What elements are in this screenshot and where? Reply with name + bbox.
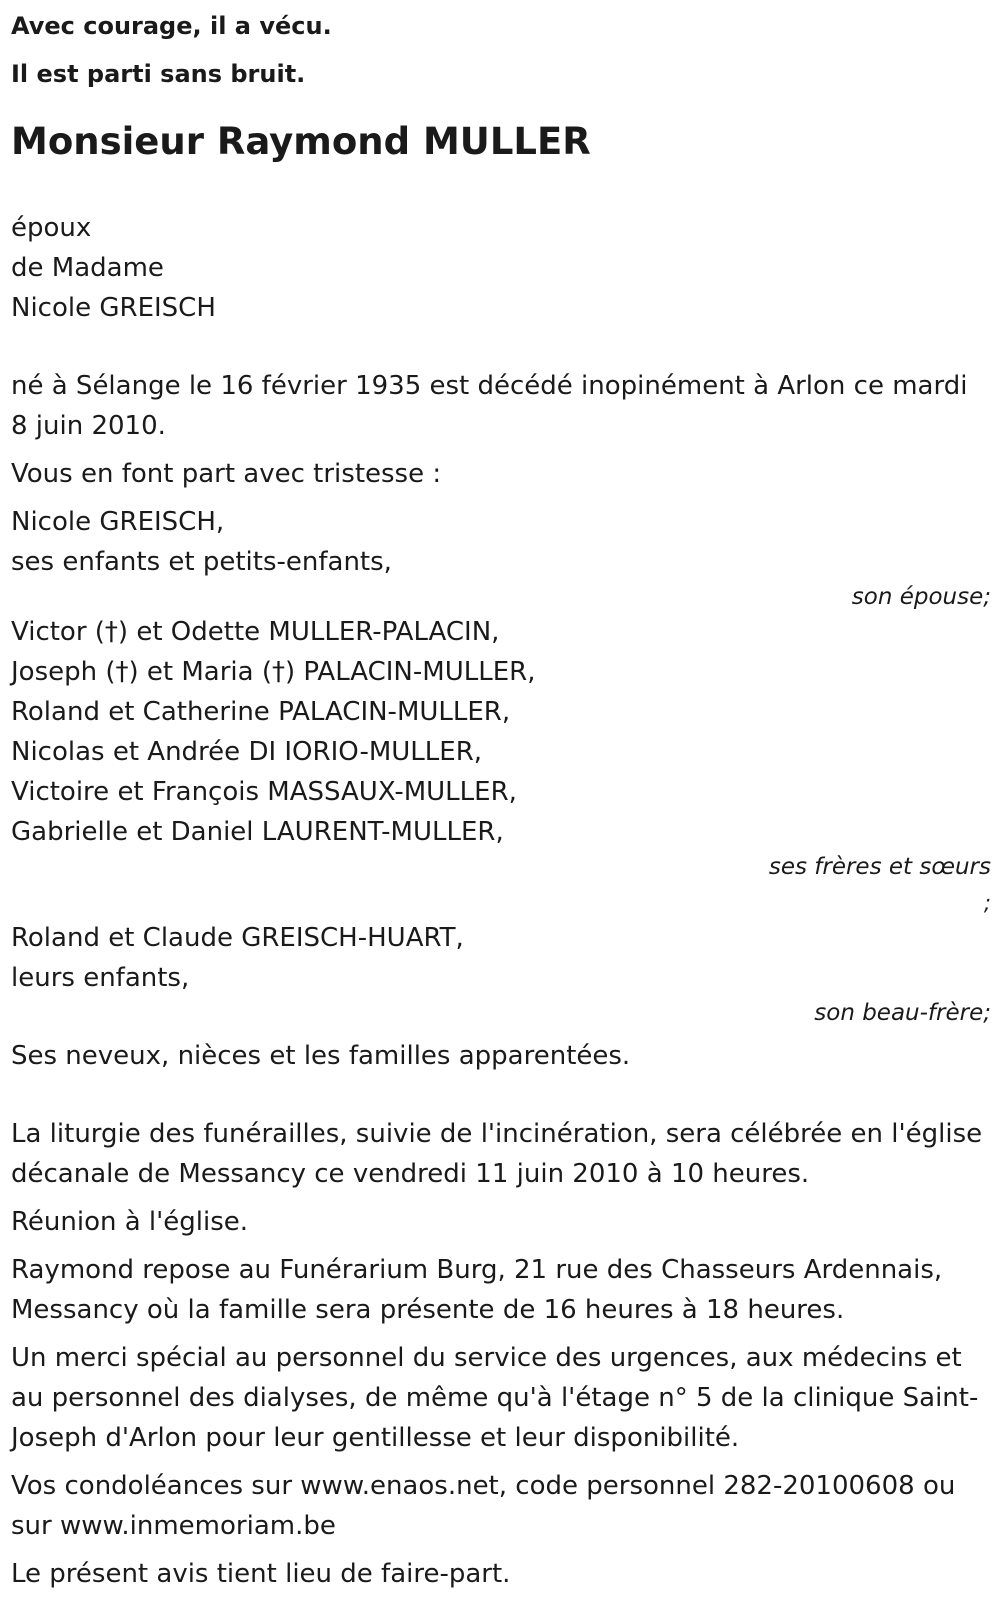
rest-text: Raymond repose au Funérarium Burg, 21 rue des Chasseurs Ardennais, Messancy où la famille sera présente de 16 heures à 18 heures.: [11, 1255, 943, 1325]
thanks-text: Un merci spécial au personnel du service des urgences, aux médecins et au personnel des dialyses, de même qu'à l'étage n° 5 de la clinique Saint-Joseph d'Arlon pour leur gentillesse et leur disponibilité.: [11, 1343, 979, 1453]
family-line: ses enfants et petits-enfants,: [11, 547, 392, 577]
family-line: Victor (†) et Odette MULLER-PALACIN,: [11, 617, 500, 647]
deceased-name: Monsieur Raymond MULLER: [11, 120, 591, 163]
announce-text: Vous en font part avec tristesse :: [11, 459, 442, 489]
spouse-line-2: de Madame: [11, 253, 164, 283]
obituary-notice: [11, 0, 991, 1594]
family-line: Nicole GREISCH,: [11, 507, 225, 537]
family-line: Nicolas et Andrée DI IORIO-MULLER,: [11, 737, 483, 767]
spouse-line-3: Nicole GREISCH: [11, 293, 216, 323]
meeting-text: Réunion à l'église.: [11, 1207, 249, 1237]
epigraph-line-1: Avec courage, il a vécu.: [11, 12, 332, 40]
epigraph-line-2: Il est parti sans bruit.: [11, 60, 306, 88]
relation-label-tail: ;: [983, 891, 991, 915]
relation-label: ses frères et sœurs: [768, 854, 991, 880]
family-group-brother-in-law: [11, 918, 991, 1028]
condolences-text: Vos condoléances sur www.enaos.net, code personnel 282-20100608 ou sur www.inmemoriam.be: [11, 1471, 956, 1541]
spouse-line-1: époux: [11, 213, 92, 243]
relation-label: son épouse;: [851, 584, 991, 610]
spouse-block: [11, 208, 991, 328]
closing-text: Le présent avis tient lieu de faire-part.: [11, 1559, 511, 1589]
family-line: Victoire et François MASSAUX-MULLER,: [11, 777, 517, 807]
family-line: Roland et Catherine PALACIN-MULLER,: [11, 697, 511, 727]
family-line: Joseph (†) et Maria (†) PALACIN-MULLER,: [11, 657, 536, 687]
relation-label: son beau-frère;: [814, 1000, 991, 1026]
relatives-text: Ses neveux, nièces et les familles apparentées.: [11, 1041, 631, 1071]
family-line: Gabrielle et Daniel LAURENT-MULLER,: [11, 817, 504, 847]
family-line: leurs enfants,: [11, 963, 190, 993]
family-line: Roland et Claude GREISCH-HUART,: [11, 923, 464, 953]
family-group-spouse: [11, 502, 991, 612]
family-group-siblings: [11, 612, 991, 918]
funeral-text: La liturgie des funérailles, suivie de l'incinération, sera célébrée en l'église décanale de Messancy ce vendredi 11 juin 2010 à 10 heures.: [11, 1119, 983, 1189]
birth-death-text: né à Sélange le 16 février 1935 est décédé inopinément à Arlon ce mardi 8 juin 2010.: [11, 371, 968, 441]
